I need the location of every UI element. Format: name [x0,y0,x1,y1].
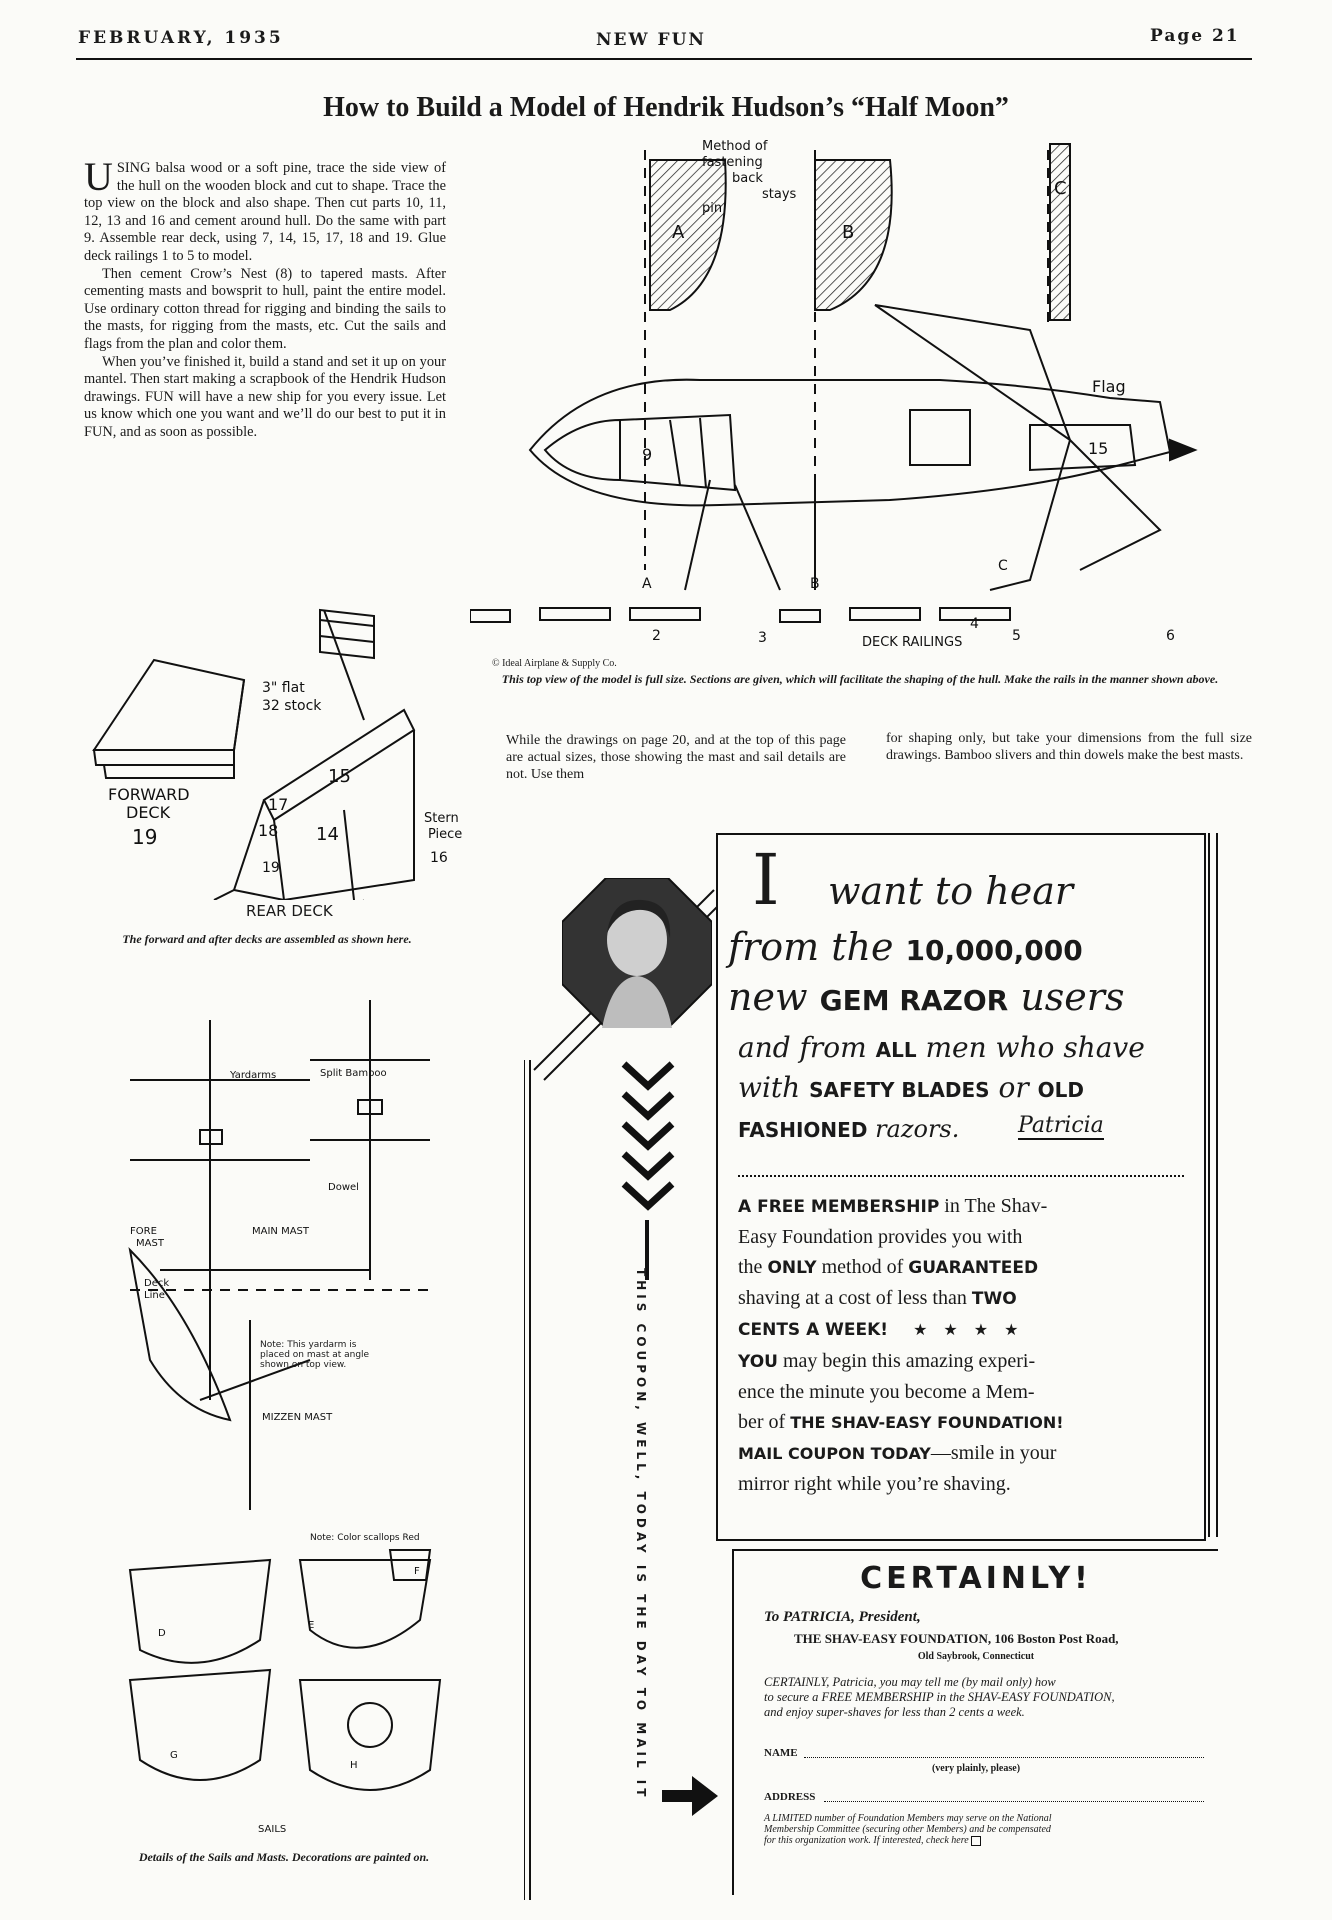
label-section-c: C [1054,178,1067,199]
label-fore-mast: FORE [130,1226,157,1237]
ad-mail-coupon: MAIL COUPON TODAY [738,1444,931,1463]
label-mizzen-mast: MIZZEN MAST [262,1412,333,1423]
ad-line-6b: razors. [875,1115,960,1143]
drawing-credit: © Ideal Airplane & Supply Co. [492,658,617,669]
ad-you: YOU [738,1352,778,1372]
coupon-text-3: and enjoy super-shaves for less than 2 cents a week. [764,1705,1025,1719]
address-label: ADDRESS [764,1791,816,1803]
ad-body-7: ence the minute you become a Mem- [738,1381,1035,1403]
ad-body-1: in The Shav- [939,1195,1048,1217]
label-part-14: 14 [316,824,339,845]
label-part-16: 16 [430,850,448,866]
label-rail-2: 2 [652,628,661,644]
label-sail-e: E [308,1620,315,1631]
page-number: Page 21 [1150,26,1240,46]
ad-line-2a: from the [728,925,894,969]
chevron-arrows-icon [618,1060,678,1220]
label-b-low: B [810,576,820,592]
ad-line-3c: users [1020,975,1125,1019]
label-part-15-deck: 15 [328,766,351,787]
deck-assembly-drawing [84,600,464,900]
masts-sails-drawing [110,980,470,1900]
label-part-15: 15 [1088,439,1109,458]
coupon-text-1: CERTAINLY, Patricia, you may tell me (by mail only) how [764,1675,1056,1689]
header-rule [76,58,1252,60]
signature: Patricia [1018,1113,1104,1138]
label-main-mast: MAIN MAST [252,1226,310,1237]
coupon-to: To PATRICIA, President, [764,1609,921,1625]
label-split-bamboo: Split Bamboo [320,1068,387,1079]
address-field[interactable] [824,1801,1204,1802]
ad-body-9: —smile in your [930,1442,1057,1464]
coupon-fine-2: Membership Committee (securing other Members) and be compensated [764,1824,1051,1835]
rear-deck-label: REAR DECK [246,902,333,920]
coupon-fine-3: for this organization work. If interested, check here [764,1835,969,1846]
ad-line-5a: with [738,1071,801,1104]
label-sails: SAILS [258,1824,287,1835]
ad-line-5b: SAFETY BLADES [809,1078,990,1102]
ad-free-membership: A FREE MEMBERSHIP [738,1197,940,1217]
issue-date: FEBRUARY, 1935 [78,28,284,48]
label-sail-f: F [414,1566,420,1577]
label-rail-6: 6 [1166,628,1175,644]
label-c-low: C [998,558,1008,574]
paragraph-2: Then cement Crow’s Nest (8) to tapered masts. After cementing masts and bowsprit to hull, paint the entire model. Use ordinary cotton thread for rigging and binding the sails to the masts, for rigging from the masts, etc. Cut the sails and flags from the plan and color them. [84,265,446,352]
check-here-box[interactable] [971,1836,981,1846]
coupon-text-2: to secure a FREE MEMBERSHIP in the SHAV-EASY FOUNDATION, [764,1690,1115,1704]
label-flag: Flag [1092,377,1126,396]
label-back: back [732,171,763,186]
magazine-name: NEW FUN [596,30,706,50]
coupon-org: THE SHAV-EASY FOUNDATION, 106 Boston Post Road, [794,1631,1119,1646]
label-stays: stays [762,187,797,202]
ad-line-4a: and from [738,1031,867,1064]
label-color-note: Note: Color scallops Red [310,1533,420,1543]
ad-line-3a: new [728,975,808,1019]
label-part-17: 17 [268,795,289,814]
label-deck-line-2: Line [144,1290,165,1301]
ad-only: ONLY [767,1258,817,1278]
ad-line-2b: 10,000,000 [905,934,1083,967]
coupon-town: Old Saybrook, Connecticut [917,1651,1035,1662]
ad-two: TWO [971,1289,1017,1309]
ad-body-10: mirror right while you’re shaving. [738,1473,1011,1495]
name-field[interactable] [804,1757,1204,1758]
arrow-right-icon [662,1776,718,1816]
name-label: NAME [764,1747,798,1759]
coupon-heading: CERTAINLY! [860,1561,1092,1596]
label-sail-g: G [170,1750,178,1761]
continued-text-right: for shaping only, but take your dimensions from the full size drawings. Bamboo slivers and thin dowels make the best masts. [886,731,1252,763]
ad-cents-a-week: CENTS A WEEK! [738,1320,889,1340]
star-icons: ★ ★ ★ ★ [913,1322,1025,1339]
ad-line-1: want to hear [828,869,1074,913]
ad-drop-i: I [752,839,780,921]
label-a-low: A [642,576,652,592]
ad-divider [738,1175,1184,1177]
ad-guaranteed: GUARANTEED [908,1258,1039,1278]
ad-body-2: Easy Foundation provides you with [738,1226,1023,1248]
label-yardarms: Yardarms [230,1070,277,1081]
label-flat-stock: 3" flat [262,680,305,696]
label-forward-deck-2: DECK [126,803,171,822]
coupon-fine-1: A LIMITED number of Foundation Members may serve on the National [764,1813,1052,1824]
label-deck-line: Deck [144,1278,170,1289]
label-part-9: 9 [642,445,653,464]
continued-text-left: While the drawings on page 20, and at the top of this page are actual sizes, those showing the mast and sail details are not. Use them [506,733,846,782]
ad-line-3b: GEM RAZOR [819,984,1009,1017]
ad-border-double [1208,833,1218,1537]
ad-body-8a: ber of [738,1411,791,1433]
label-fore-mast-2: MAST [136,1238,164,1249]
label-rail-5: 5 [1012,628,1021,644]
ad-body-4a: shaving at a cost of less than [738,1287,972,1309]
label-fastening: fastening [702,155,763,170]
dropcap: U [84,154,113,199]
label-part-19a: 19 [132,825,158,849]
ad-line-5c: or [998,1071,1029,1104]
ad-line-5d: OLD [1037,1078,1084,1102]
portrait-image [562,878,712,1028]
vertical-coupon-text: THIS COUPON, WELL, TODAY IS THE DAY TO MAIL IT [634,1268,648,1801]
label-forward-deck: FORWARD [108,785,190,804]
ad-body-3c: method of [816,1256,909,1278]
label-sail-h: H [350,1760,358,1771]
ad-body-6: may begin this amazing experi- [777,1350,1036,1372]
deck-caption: The forward and after decks are assembled as shown here. [122,932,412,946]
ad-line-6a: FASHIONED [738,1118,868,1142]
label-piece: Piece [428,827,463,842]
paragraph-1: SING balsa wood or a soft pine, trace the side view of the hull on the wooden block and cut to shape. Trace the top view on the block and also shape. Then cut parts 10, 11, 12, 13 and 16 and cement around hull. Do the same with part 9. Assemble rear deck, using 7, 14, 15, 17, 18 and 19. Glue deck railings 1 to 5 to model. [84,160,446,264]
gem-razor-ad [716,833,1206,1541]
label-section-b: B [842,222,855,243]
label-deck-railings: DECK RAILINGS [862,635,963,650]
article-title: How to Build a Model of Hendrik Hudson’s “Half Moon” [323,92,1009,123]
label-dowel: Dowel [328,1182,359,1193]
label-rail-3: 3 [758,630,767,646]
label-section-a: A [672,222,685,243]
article-body [84,154,446,442]
label-sail-d: D [158,1628,166,1639]
label-rail-4: 4 [970,616,979,632]
top-view-caption: This top view of the model is full size. Sections are given, which will facilitate the shaping of the hull. Make the rails in the manner shown above. [501,672,1219,686]
paragraph-3: When you’ve finished it, build a stand and set it up on your mantel. Then start making a scrapbook of the Hendrik Hudson drawings. FUN will have a new ship for you every issue. Let us know which one you want and we’ll do our best to put it in FUN, and as soon as possible. [84,353,446,440]
hull-top-view-drawing [470,130,1270,660]
ad-line-4b: ALL [875,1038,917,1062]
label-stern: Stern [424,811,459,826]
ad-body-3a: the [738,1256,768,1278]
label-part-19b: 19 [262,860,280,876]
label-pin: pin [702,201,723,216]
mail-coupon [732,1549,1218,1895]
label-method: Method of [702,139,768,154]
plainly-note: (very plainly, please) [931,1763,1021,1774]
ad-line-4c: men who shave [925,1031,1145,1064]
label-yardarm-note: Note: This yardarm is placed on mast at angle shown on top view. [260,1340,370,1370]
label-flat-stock-2: 32 stock [262,698,322,714]
ad-foundation: THE SHAV-EASY FOUNDATION! [790,1413,1064,1432]
label-part-18: 18 [258,821,279,840]
masts-caption: Details of the Sails and Masts. Decorations are painted on. [138,1850,430,1864]
